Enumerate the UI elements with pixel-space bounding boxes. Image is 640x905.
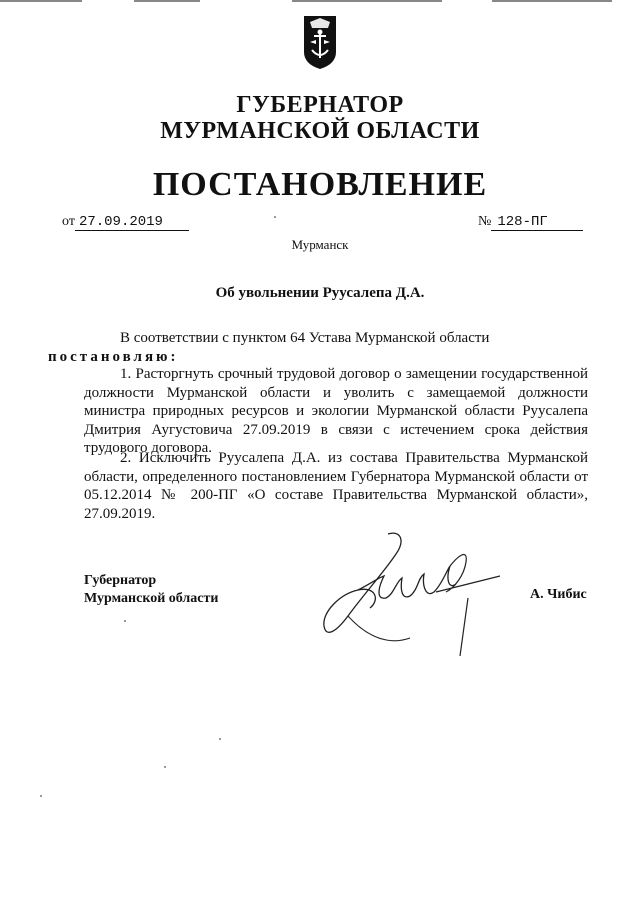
- scan-speck: [274, 216, 276, 218]
- item-2-paragraph: 2. Исключить Руусалепа Д.А. из состава Правительства Мурманской области, определенного постановлением Губернатора Мурманской области от 05.12.2014 № 200-ПГ «О составе Правительства Мурманской области», 27.09.2019.: [84, 450, 588, 522]
- murmansk-coat-of-arms-icon: [302, 14, 338, 70]
- city: Мурманск: [291, 237, 349, 252]
- signatory-position-line2: Мурманской области: [84, 591, 219, 606]
- document-date: [62, 214, 189, 231]
- scan-edge-line: [134, 0, 200, 2]
- number-prefix: №: [478, 214, 492, 229]
- intro-paragraph: [48, 329, 588, 366]
- date-prefix: от: [62, 214, 75, 229]
- scan-speck: [164, 766, 166, 768]
- scan-edge-line: [492, 0, 612, 2]
- document-subject: Об увольнении Руусалепа Д.А.: [215, 285, 425, 301]
- item-1-paragraph: 1. Расторгнуть срочный трудовой договор о замещении государственной должности Мурманской области и уволить с замещаемой должности министра природных ресурсов и экологии Мурманской области Руусалепа Дмитрия Аугустовича 27.09.2019 в связи с истечением срока действия трудового договора.: [84, 366, 588, 456]
- intro-text: В соответствии с пунктом 64 Устава Мурманской области: [120, 330, 490, 346]
- scan-speck: [219, 738, 221, 740]
- number-value: 128-ПГ: [491, 214, 583, 231]
- scan-speck: [124, 620, 126, 622]
- issuer-title-line2: МУРМАНСКОЙ ОБЛАСТИ: [160, 118, 480, 144]
- decree-word: постановляю:: [48, 348, 179, 365]
- issuer-title-line1: ГУБЕРНАТОР: [236, 92, 404, 118]
- scan-edge-line: [292, 0, 442, 2]
- signatory-position-line1: Губернатор: [84, 573, 157, 588]
- document-type: ПОСТАНОВЛЕНИЕ: [152, 166, 488, 203]
- date-value: 27.09.2019: [75, 214, 189, 231]
- scan-speck: [40, 795, 42, 797]
- scan-edge-line: [0, 0, 82, 2]
- handwritten-signature-icon: [318, 528, 503, 660]
- document-number: [478, 214, 583, 231]
- signatory-name: А. Чибис: [530, 587, 587, 602]
